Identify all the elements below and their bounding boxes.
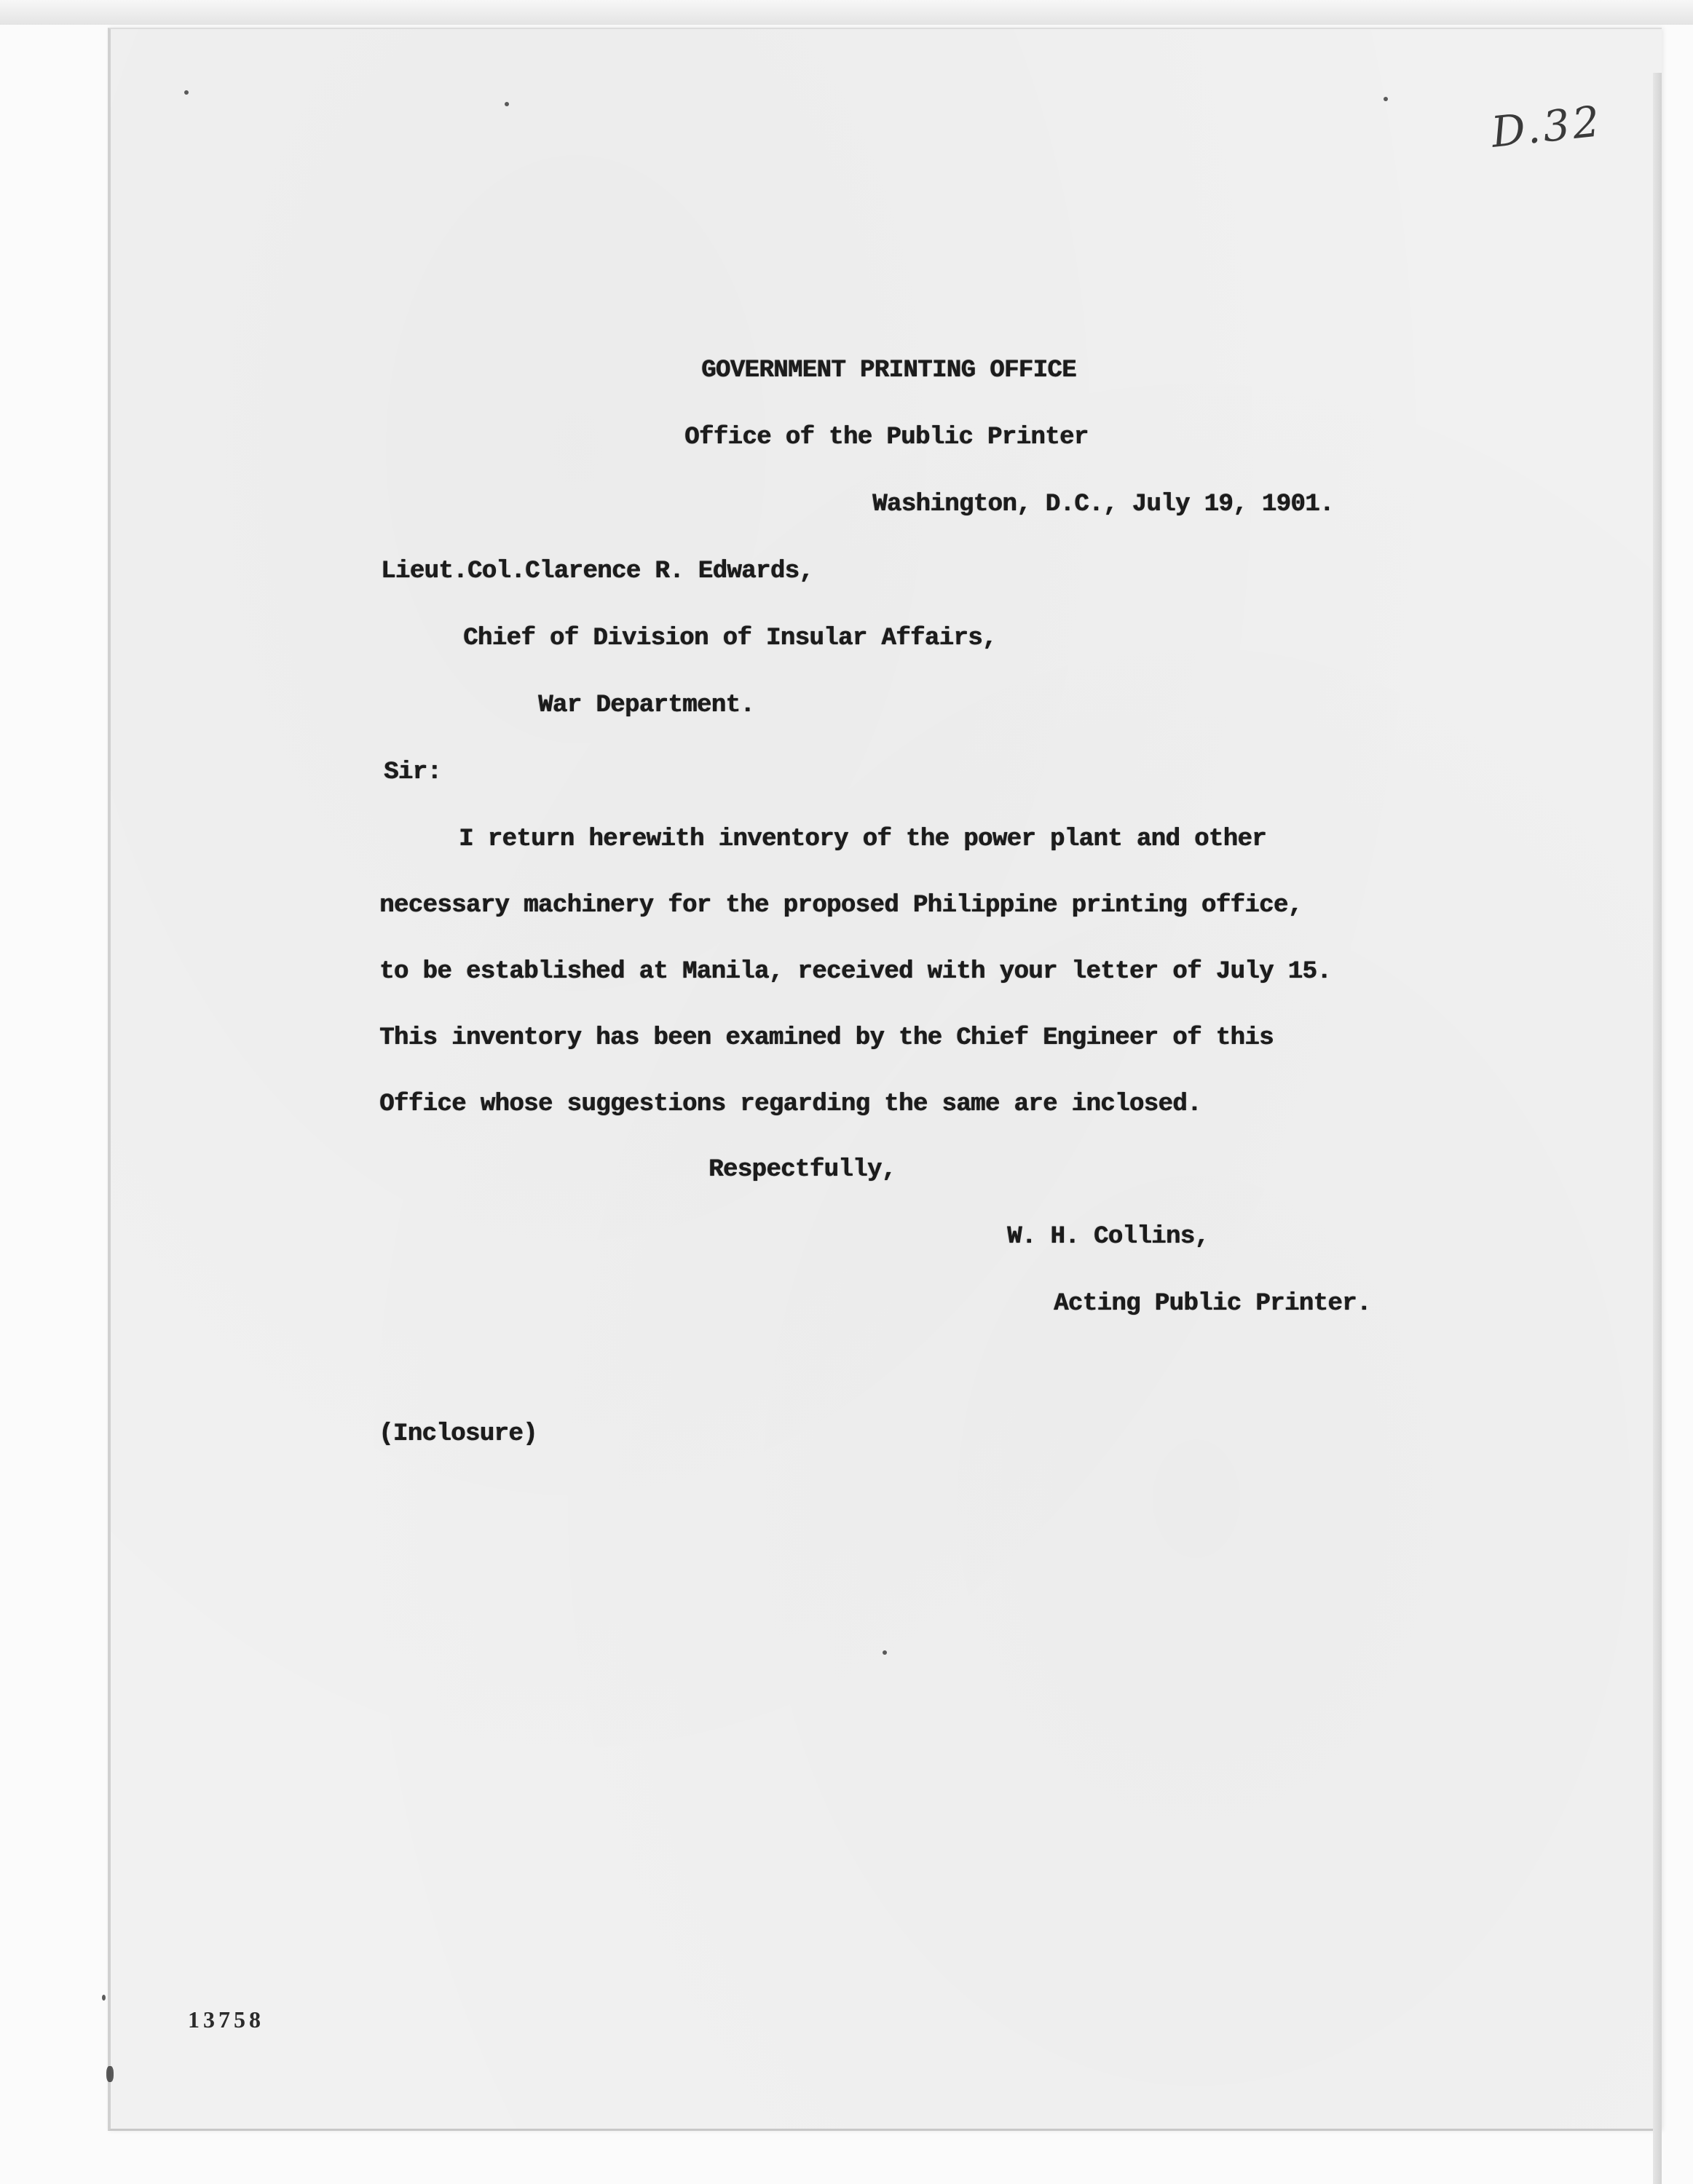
handwritten-reference: D.32 xyxy=(1488,96,1605,157)
letterhead-office: Office of the Public Printer xyxy=(684,424,1089,451)
body-line: Office whose suggestions regarding the same are inclosed. xyxy=(379,1091,1201,1118)
scan-speck xyxy=(184,90,189,95)
letter-page xyxy=(108,28,1662,2131)
scan-speck xyxy=(1384,97,1388,101)
body-line: This inventory has been examined by the Chief Engineer of this xyxy=(379,1024,1274,1052)
salutation: Sir: xyxy=(384,759,442,786)
addressee-name: Lieut.Col.Clarence R. Edwards, xyxy=(381,558,814,585)
complimentary-close: Respectfully, xyxy=(709,1156,896,1184)
document-number: 13758 xyxy=(188,2006,264,2033)
signer-name: W. H. Collins, xyxy=(1007,1223,1209,1251)
page-right-edge xyxy=(1653,73,1662,2184)
scan-speck xyxy=(505,102,509,106)
body-line: to be established at Manila, received with your letter of July 15. xyxy=(379,958,1332,986)
scan-speck xyxy=(106,2066,114,2082)
body-line: I return herewith inventory of the power plant and other xyxy=(459,826,1266,853)
letterhead-organization: GOVERNMENT PRINTING OFFICE xyxy=(701,357,1076,384)
addressee-department: War Department. xyxy=(538,692,755,719)
scan-speck xyxy=(883,1650,887,1655)
body-line: necessary machinery for the proposed Philippine printing office, xyxy=(379,892,1303,919)
enclosure-note: (Inclosure) xyxy=(379,1420,537,1448)
addressee-title: Chief of Division of Insular Affairs, xyxy=(463,625,997,652)
letter-place-date: Washington, D.C., July 19, 1901. xyxy=(872,491,1334,518)
scan-speck xyxy=(102,1995,106,2001)
scan-top-edge xyxy=(0,0,1693,25)
signer-title: Acting Public Printer. xyxy=(1054,1290,1371,1318)
